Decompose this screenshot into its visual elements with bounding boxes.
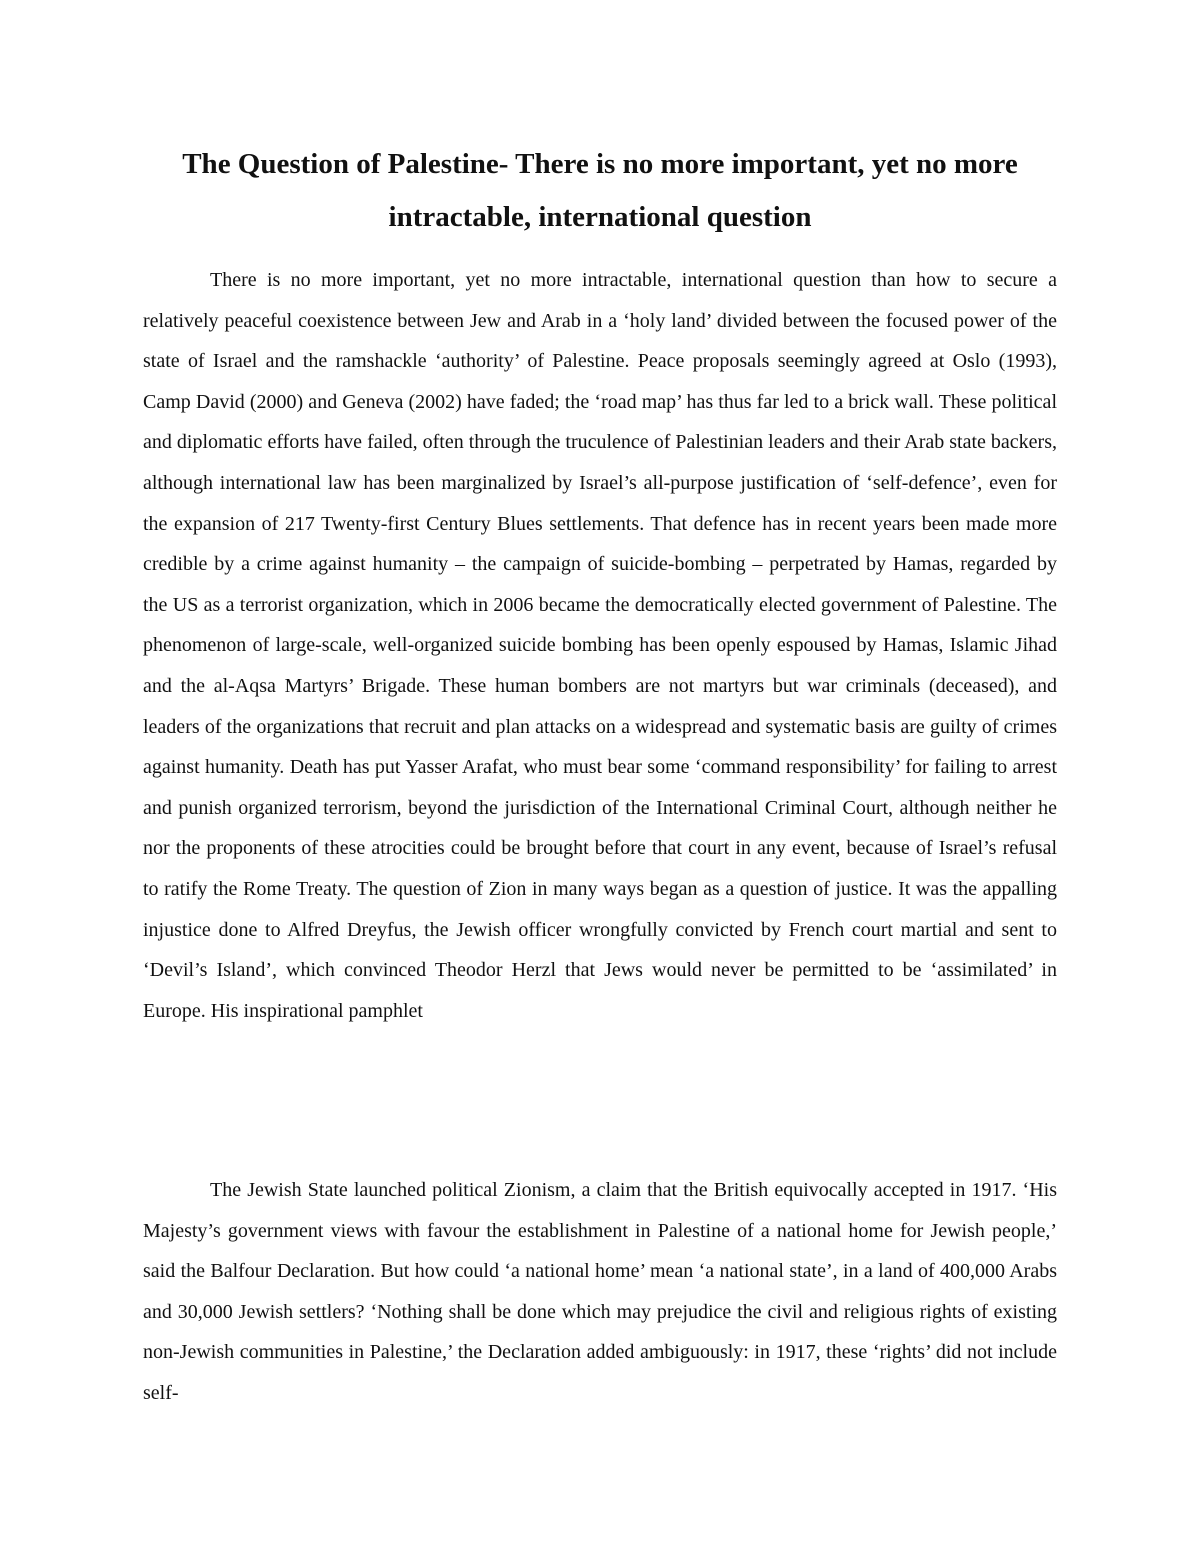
body-paragraph-1: There is no more important, yet no more intractable, international question than how to secure a relatively peaceful coexistence between Jew and Arab in a ‘holy land’ divided between the focused power of the state of Israel and the ramshackle ‘authority’ of Palestine. Peace proposals seemingly agreed at Oslo (1993), Camp David (2000) and Geneva (2002) have faded; the ‘road map’ has thus far led to a brick wall. These political and diplomatic efforts have failed, often through the truculence of Palestinian leaders and their Arab state backers, although international law has been marginalized by Israel’s all-purpose justification of ‘self-defence’, even for the expansion of 217 Twenty-first Century Blues settlements. That defence has in recent years been made more credible by a crime against humanity – the campaign of suicide-bombing – perpetrated by Hamas, regarded by the US as a terrorist organization, which in 2006 became the democratically elected government of Palestine. The phenomenon of large-scale, well-organized suicide bombing has been openly espoused by Hamas, Islamic Jihad and the al-Aqsa Martyrs’ Brigade. These human bombers are not martyrs but war criminals (deceased), and leaders of the organizations that recruit and plan attacks on a widespread and systematic basis are guilty of crimes against humanity. Death has put Yasser Arafat, who must bear some ‘command responsibility’ for failing to arrest and punish organized terrorism, beyond the jurisdiction of the International Criminal Court, although neither he nor the proponents of these atrocities could be brought before that court in any event, because of Israel’s refusal to ratify the Rome Treaty. The question of Zion in many ways began as a question of justice. It was the appalling injustice done to Alfred Dreyfus, the Jewish officer wrongfully convicted by French court martial and sent to ‘Devil’s Island’, which convinced Theodor Herzl that Jews would never be permitted to be ‘assimilated’ in Europe. His inspirational pamphlet bbox=[143, 269, 1057, 1022]
document-title: The Question of Palestine- There is no more important, yet no more intractable, international question bbox=[182, 148, 1018, 233]
body-paragraph-2: The Jewish State launched political Zionism, a claim that the British equivocally accepted in 1917. ‘His Majesty’s government views with favour the establishment in Palestine of a national home for Jewish people,’ said the Balfour Declaration. But how could ‘a national home’ mean ‘a national state’, in a land of 400,000 Arabs and 30,000 Jewish settlers? ‘Nothing shall be done which may prejudice the civil and religious rights of existing non-Jewish communities in Palestine,’ the Declaration added ambiguously: in 1917, these ‘rights’ did not include self- bbox=[143, 1179, 1057, 1404]
